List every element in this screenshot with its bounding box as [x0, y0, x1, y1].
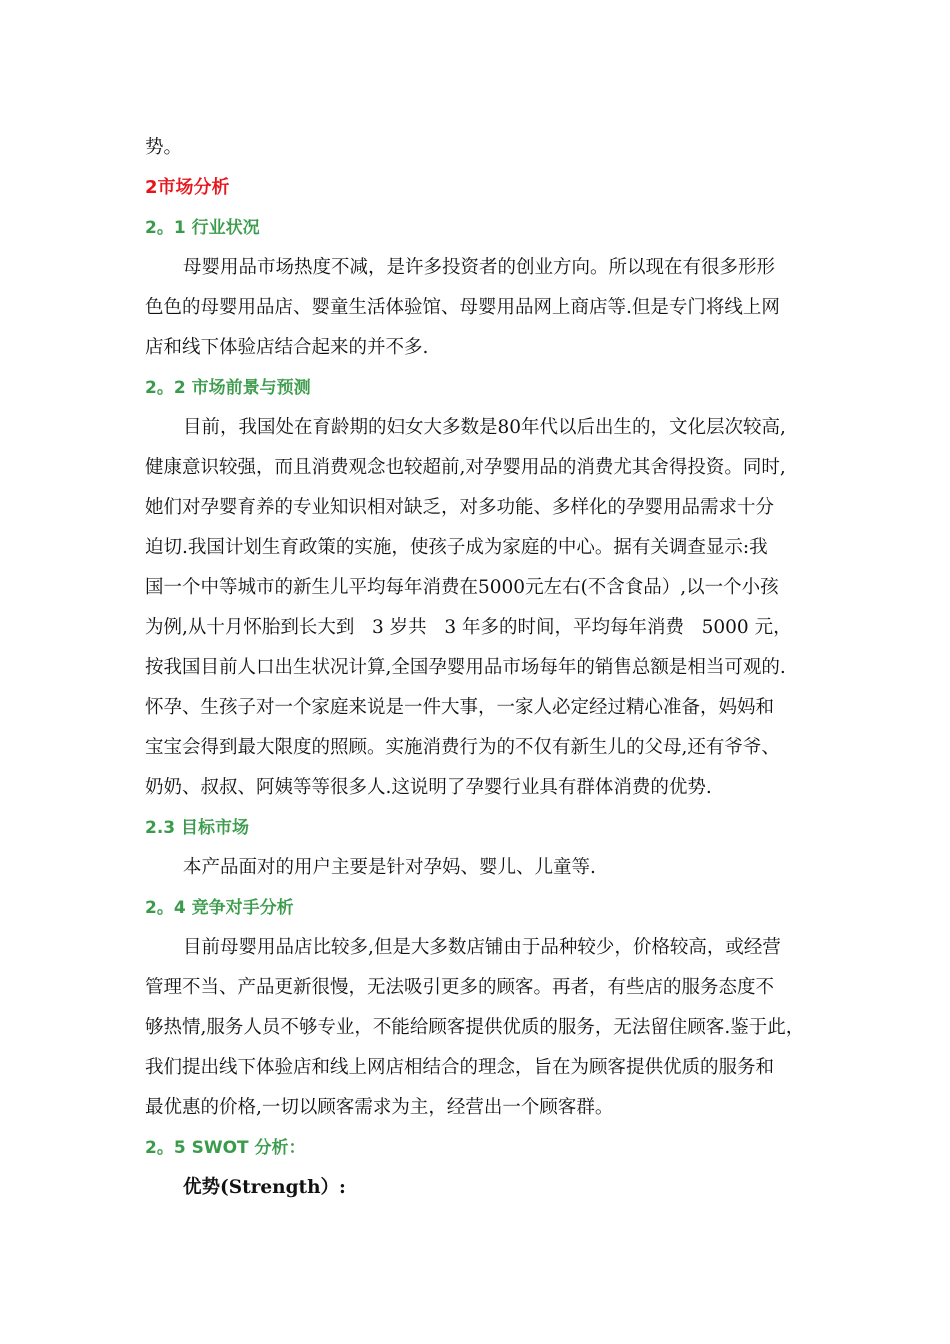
- paragraph-line: 按我国目前人口出生状况计算,全国孕婴用品市场每年的销售总额是相当可观的.: [145, 657, 786, 678]
- paragraph-line: 宝宝会得到最大限度的照顾。实施消费行为的不仅有新生儿的父母,还有爷爷、: [145, 737, 780, 758]
- document-page: [145, 128, 815, 1208]
- paragraph-line: 国一个中等城市的新生儿平均每年消费在5000元左右(不含食品）,以一个小孩: [145, 577, 779, 598]
- paragraph-line: 目前母婴用品店比较多,但是大多数店铺由于品种较少，价格较高，或经营: [183, 937, 781, 958]
- subsection-heading-2-1: 2。1 行业状况: [145, 218, 260, 238]
- paragraph-line: 迫切.我国计划生育政策的实施，使孩子成为家庭的中心。据有关调查显示:我: [145, 537, 768, 558]
- paragraph-line: 最优惠的价格,一切以顾客需求为主，经营出一个顾客群。: [145, 1097, 614, 1118]
- paragraph-line: 本产品面对的用户主要是针对孕妈、婴儿、儿童等.: [183, 857, 596, 878]
- paragraph-line: 健康意识较强，而且消费观念也较超前,对孕婴用品的消费尤其舍得投资。同时,: [145, 457, 786, 478]
- paragraph-line: 奶奶、叔叔、阿姨等等很多人.这说明了孕婴行业具有群体消费的优势.: [145, 777, 712, 798]
- paragraph-line: 我们提出线下体验店和线上网店相结合的理念，旨在为顾客提供优质的服务和: [145, 1057, 775, 1078]
- section-title: 2市场分析: [145, 177, 230, 198]
- paragraph-line: 为例,从十月怀胎到长大到 3 岁共 3 年多的时间，平均每年消费 5000 元，: [145, 617, 792, 638]
- strength-label: 优势(Strength）:: [183, 1177, 346, 1198]
- subsection-heading-2-4: 2。4 竞争对手分析: [145, 898, 294, 918]
- paragraph-line: 管理不当、产品更新很慢，无法吸引更多的顾客。再者，有些店的服务态度不: [145, 977, 775, 998]
- paragraph-line: 够热情,服务人员不够专业，不能给顾客提供优质的服务，无法留住顾客.鉴于此，: [145, 1017, 805, 1038]
- paragraph-line: 她们对孕婴育养的专业知识相对缺乏，对多功能、多样化的孕婴用品需求十分: [145, 497, 775, 518]
- paragraph-line: 店和线下体验店结合起来的并不多.: [145, 337, 429, 358]
- subsection-heading-2-3: 2.3 目标市场: [145, 818, 250, 838]
- paragraph-line: 色色的母婴用品店、婴童生活体验馆、母婴用品网上商店等.但是专门将线上网: [145, 297, 780, 318]
- paragraph-line: 怀孕、生孩子对一个家庭来说是一件大事，一家人必定经过精心准备，妈妈和: [145, 697, 775, 718]
- paragraph-line: 母婴用品市场热度不减，是许多投资者的创业方向。所以现在有很多形形: [183, 257, 776, 278]
- subsection-heading-2-5: 2。5 SWOT 分析：: [145, 1138, 306, 1158]
- continuation-text: 势。: [145, 137, 183, 158]
- paragraph-line: 目前，我国处在育龄期的妇女大多数是80年代以后出生的，文化层次较高,: [183, 417, 786, 438]
- subsection-heading-2-2: 2。2 市场前景与预测: [145, 378, 311, 398]
